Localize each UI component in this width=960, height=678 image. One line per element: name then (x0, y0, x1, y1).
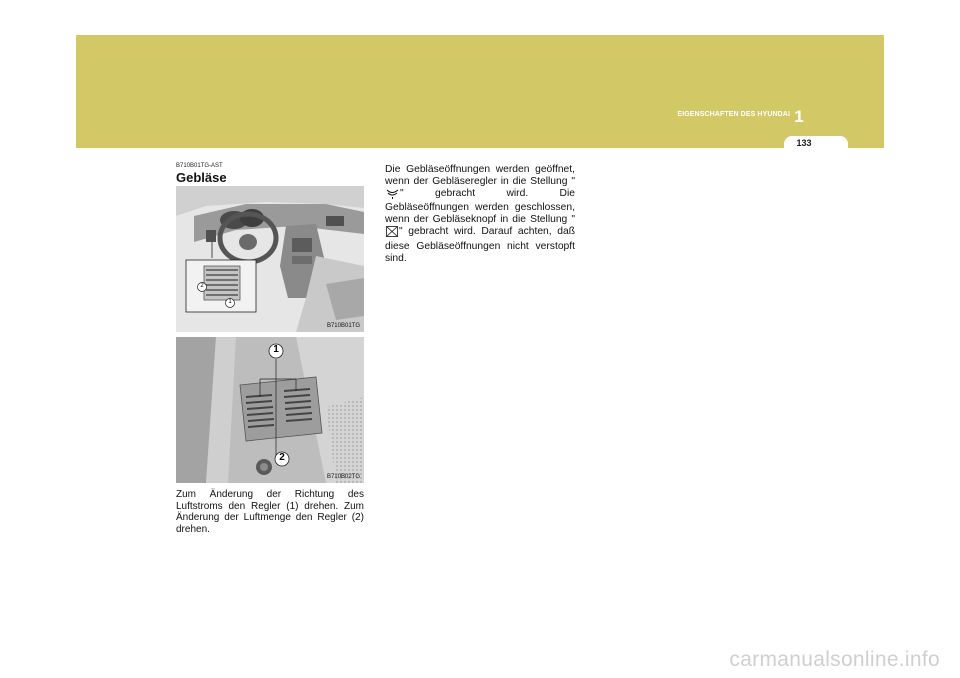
dashboard-illustration (176, 186, 364, 332)
callout-label: 1 (273, 344, 279, 355)
description-part-2: " gebracht wird. Die Gebläseöffnungen werden geschlossen, wenn der Gebläseknopf in die Stellung " (385, 187, 575, 226)
description-part-1: Die Gebläseöffnungen werden geöffnet, wenn der Gebläseregler in die Stellung " (385, 164, 575, 187)
callout-label: 1 (228, 299, 232, 305)
figure-side-vent (176, 337, 364, 483)
instruction-text: Zum Änderung der Richtung des Luftstroms den Regler (1) drehen. Zum Änderung der Luftmenge den Regler (2) drehen. (176, 489, 364, 535)
callout-label: 2 (279, 452, 285, 463)
vent-closed-icon (386, 226, 398, 241)
section-code: B710B01TG-AST (176, 163, 223, 169)
side-vent-illustration (176, 337, 364, 483)
callout-label: 2 (200, 283, 204, 289)
air-flow-icon (386, 188, 399, 203)
figure-caption: B710B01TG (326, 323, 360, 329)
watermark: carmanualsonline.info (729, 648, 940, 671)
header-band (76, 35, 884, 148)
section-label: EIGENSCHAFTEN DES HYUNDAI (677, 111, 790, 118)
figure-caption: B710B02TG (326, 474, 360, 480)
description-part-3: " gebracht wird. Darauf achten, daß diese Gebläseöffnungen nicht verstopft sind. (385, 225, 575, 264)
section-title: Gebläse (176, 170, 227, 185)
description-text (385, 164, 575, 264)
figure-dashboard (176, 186, 364, 332)
page-number: 133 (796, 138, 812, 148)
chapter-number: 1 (794, 107, 804, 126)
